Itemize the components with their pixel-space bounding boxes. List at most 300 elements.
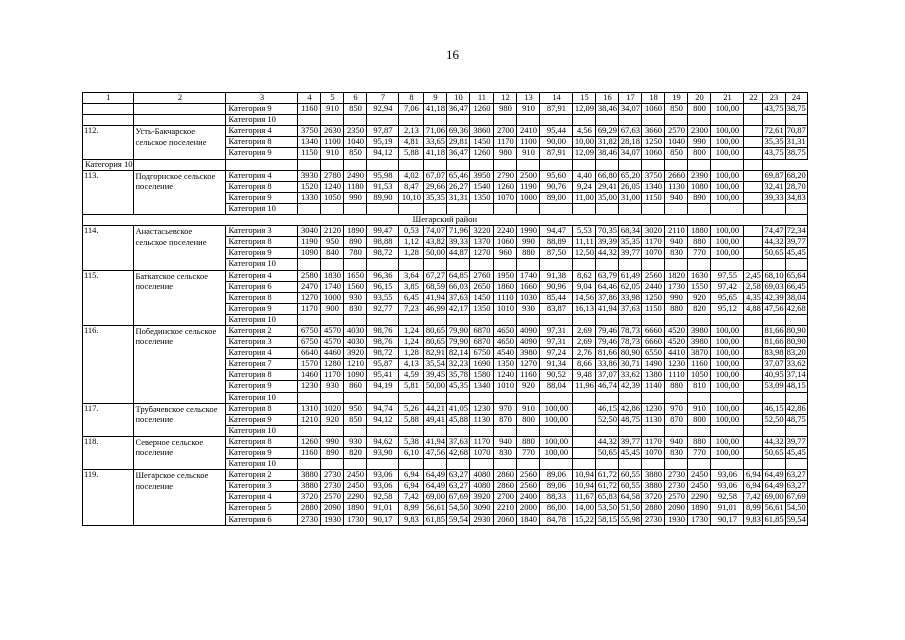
value-cell	[540, 115, 573, 126]
value-cell	[642, 459, 665, 470]
value-cell: 2860	[494, 470, 517, 481]
value-cell	[744, 403, 763, 414]
value-cell: 7,23	[399, 303, 424, 314]
value-cell: 66,45	[786, 281, 806, 291]
value-cell: 42,68	[786, 303, 806, 313]
value-cell: 6550	[642, 348, 665, 359]
value-cell: 820	[344, 448, 367, 459]
value-cell: 6750	[298, 337, 321, 348]
table-row	[83, 226, 808, 237]
category-label: Категория 2	[226, 325, 298, 336]
value-cell: 53,50	[597, 502, 618, 513]
value-cell	[642, 115, 665, 126]
header-cell: 8	[399, 93, 424, 104]
value-cell	[470, 459, 494, 470]
value-cell: 35,00	[597, 192, 618, 202]
value-cell	[517, 159, 540, 170]
header-cell: 19	[665, 93, 688, 104]
value-cell: 98,72	[367, 248, 399, 259]
value-cell: 96,15	[367, 281, 399, 292]
value-cell: 32,41	[764, 181, 784, 191]
header-cell: 9	[424, 93, 447, 104]
value-cell: 3040	[298, 226, 321, 237]
value-cell: 9,04	[573, 281, 596, 292]
value-cell: 2,69	[573, 337, 596, 348]
value-cell: 1040	[665, 137, 688, 148]
value-cell: 37,07	[597, 369, 618, 380]
value-cell: 6,94	[744, 481, 763, 492]
value-cell: 910	[688, 403, 711, 414]
value-cell: 94,74	[367, 403, 399, 414]
value-cell	[744, 237, 763, 248]
value-cell: 33,65	[425, 136, 446, 147]
header-cell: 3	[226, 93, 298, 104]
value-cell: 95,65	[711, 292, 744, 303]
category-label: Категория 10	[226, 392, 298, 403]
value-cell	[785, 392, 807, 403]
value-cell: 2560	[517, 481, 540, 492]
value-cell	[344, 392, 367, 403]
value-cell	[226, 159, 298, 170]
value-cell: 80,90	[786, 336, 806, 347]
value-cell: 41,94	[425, 436, 446, 446]
header-cell: 7	[367, 93, 399, 104]
value-cell: 72,34	[786, 225, 806, 236]
table-row	[83, 104, 808, 115]
value-cell: 81,66	[597, 347, 618, 358]
value-cell: 71,06	[425, 125, 446, 136]
value-cell: 91,01	[367, 503, 399, 514]
value-cell	[785, 425, 807, 436]
category-label: Категория 10	[226, 259, 298, 270]
value-cell	[321, 115, 344, 126]
value-cell: 7,06	[399, 104, 424, 115]
settlement-name: Анастасьевское сельское поселение	[134, 226, 226, 270]
value-cell: 100,00	[711, 381, 744, 392]
value-cell: 90,00	[540, 137, 573, 148]
value-cell: 2730	[321, 481, 344, 492]
value-cell: 10,94	[574, 469, 595, 480]
value-cell: 81,66	[764, 325, 784, 335]
value-cell: 100,00	[711, 181, 744, 192]
value-cell: 48,75	[620, 414, 641, 424]
value-cell: 2660	[665, 170, 688, 181]
value-cell: 34,83	[786, 192, 806, 202]
category-label: Категория 4	[226, 492, 298, 503]
category-label: Категория 6	[226, 514, 298, 525]
value-cell: 2570	[665, 492, 688, 503]
value-cell: 1830	[321, 270, 344, 281]
value-cell: 1170	[470, 436, 494, 447]
value-cell: 1730	[344, 514, 367, 525]
value-cell: 98,76	[367, 325, 399, 336]
settlement-name: Шегарское сельское поселение	[134, 470, 226, 525]
value-cell: 2120	[321, 226, 344, 237]
settlement-name: Трубачевское сельское поселение	[134, 403, 226, 436]
value-cell: 940	[494, 436, 517, 447]
value-cell: 2880	[642, 503, 665, 514]
header-cell: 2	[134, 93, 226, 104]
value-cell	[367, 392, 399, 403]
category-label: Категория 9	[226, 448, 298, 459]
value-cell	[596, 392, 619, 403]
header-cell: 18	[642, 93, 665, 104]
value-cell: 3880	[642, 470, 665, 481]
value-cell: 78,73	[620, 336, 641, 347]
value-cell: 97,31	[540, 325, 573, 336]
value-cell: 1520	[298, 181, 321, 192]
value-cell: 1050	[321, 192, 344, 203]
value-cell: 43,82	[425, 236, 446, 247]
value-cell	[447, 392, 470, 403]
value-cell: 2630	[321, 126, 344, 137]
value-cell	[517, 392, 540, 403]
value-cell: 1090	[344, 370, 367, 381]
value-cell: 61,72	[597, 469, 618, 480]
value-cell: 940	[665, 192, 688, 203]
value-cell	[744, 348, 763, 359]
value-cell: 850	[344, 148, 367, 159]
value-cell: 850	[344, 414, 367, 425]
value-cell: 29,41	[597, 181, 618, 191]
value-cell: 910	[321, 148, 344, 159]
value-cell: 1040	[344, 137, 367, 148]
value-cell	[688, 392, 711, 403]
value-cell: 54,50	[448, 502, 469, 513]
value-cell	[573, 159, 596, 170]
value-cell: 44,32	[597, 247, 618, 258]
value-cell	[619, 392, 642, 403]
value-cell: 1100	[517, 137, 540, 148]
value-cell: 90,76	[540, 181, 573, 192]
category-label: Категория 4	[226, 348, 298, 359]
value-cell: 1260	[470, 104, 494, 115]
table-row	[83, 170, 808, 181]
value-cell	[573, 414, 596, 425]
value-cell	[744, 325, 763, 336]
category-label: Категория 9	[226, 381, 298, 392]
value-cell: 12,09	[574, 147, 595, 158]
value-cell	[367, 159, 399, 170]
value-cell: 14,56	[574, 292, 595, 302]
value-cell: 8,47	[399, 181, 424, 192]
value-cell: 51,50	[620, 502, 641, 513]
value-cell: 880	[517, 436, 540, 447]
value-cell: 42,86	[620, 403, 641, 413]
value-cell: 1170	[321, 370, 344, 381]
value-cell: 950	[321, 237, 344, 248]
value-cell	[744, 370, 763, 381]
value-cell	[399, 203, 424, 214]
value-cell: 6,94	[399, 481, 424, 492]
value-cell: 1730	[665, 281, 688, 292]
empty-cell	[83, 104, 134, 115]
value-cell	[399, 314, 424, 325]
header-cell: 1	[83, 93, 134, 104]
value-cell: 2090	[321, 503, 344, 514]
settlement-number: 114.	[83, 226, 134, 270]
value-cell	[619, 425, 642, 436]
category-label: Категория 8	[226, 181, 298, 192]
value-cell: 810	[688, 381, 711, 392]
value-cell: 1210	[298, 414, 321, 425]
table-row	[83, 470, 808, 481]
value-cell: 100,00	[711, 237, 744, 248]
value-cell: 3980	[688, 337, 711, 348]
value-cell	[344, 314, 367, 325]
value-cell: 1580	[470, 370, 494, 381]
value-cell	[744, 115, 763, 126]
value-cell: 4520	[665, 325, 688, 336]
value-cell	[785, 259, 807, 270]
value-cell	[298, 314, 321, 325]
category-label: Категория 9	[226, 414, 298, 425]
value-cell: 31,82	[597, 136, 618, 147]
value-cell	[744, 137, 763, 148]
value-cell: 37,07	[764, 358, 784, 369]
value-cell: 54,50	[786, 502, 806, 513]
value-cell: 2470	[298, 281, 321, 292]
settlement-name: Баткатское сельское поселение	[134, 270, 226, 325]
value-cell: 100,00	[540, 403, 573, 414]
settlement-name: Северное сельское поселение	[134, 436, 226, 469]
value-cell: 100,00	[711, 414, 744, 425]
value-cell	[344, 115, 367, 126]
value-cell: 2450	[344, 481, 367, 492]
value-cell: 1060	[494, 237, 517, 248]
value-cell: 4540	[494, 348, 517, 359]
category-label: Категория 8	[226, 137, 298, 148]
value-cell: 49,41	[425, 414, 446, 424]
value-cell	[619, 159, 642, 170]
value-cell: 48,75	[786, 414, 806, 424]
value-cell: 890	[344, 237, 367, 248]
value-cell: 41,18	[425, 147, 446, 158]
value-cell: 95,12	[711, 303, 744, 314]
value-cell	[763, 203, 785, 214]
value-cell: 1030	[517, 292, 540, 303]
value-cell	[642, 392, 665, 403]
header-cell: 16	[596, 93, 619, 104]
value-cell: 1690	[470, 359, 494, 370]
value-cell	[494, 115, 517, 126]
value-cell	[298, 392, 321, 403]
value-cell: 930	[344, 292, 367, 303]
value-cell: 37,63	[448, 436, 469, 446]
value-cell: 80,90	[620, 347, 641, 358]
value-cell: 5,88	[399, 148, 424, 159]
value-cell: 98,72	[367, 348, 399, 359]
value-cell: 880	[665, 303, 688, 314]
value-cell: 5,88	[399, 414, 424, 425]
value-cell: 39,77	[620, 436, 641, 446]
value-cell: 26,27	[448, 181, 469, 191]
value-cell: 69,87	[764, 170, 784, 180]
value-cell: 8,99	[744, 503, 763, 514]
value-cell: 2350	[344, 126, 367, 137]
value-cell: 2240	[494, 226, 517, 237]
value-cell: 42,39	[764, 292, 784, 302]
category-label: Категория 3	[226, 481, 298, 492]
value-cell: 61,85	[764, 514, 784, 524]
value-cell: 39,33	[764, 192, 784, 202]
value-cell: 2210	[494, 503, 517, 514]
value-cell: 1380	[642, 370, 665, 381]
value-cell: 1130	[470, 414, 494, 425]
value-cell	[494, 314, 517, 325]
value-cell: 53,09	[764, 380, 784, 391]
value-cell	[540, 459, 573, 470]
value-cell: 55,98	[620, 514, 641, 524]
category-label: Категория 4	[226, 170, 298, 181]
value-cell	[321, 459, 344, 470]
value-cell: 67,69	[786, 491, 806, 502]
value-cell	[298, 425, 321, 436]
value-cell	[785, 115, 807, 126]
value-cell: 1130	[665, 181, 688, 192]
value-cell: 1350	[494, 359, 517, 370]
value-cell: 1070	[642, 248, 665, 259]
value-cell: 5,81	[399, 381, 424, 392]
value-cell: 1350	[470, 192, 494, 203]
value-cell: 100,00	[711, 104, 744, 115]
value-cell: 1240	[321, 181, 344, 192]
settlement-name: Усть-Бакчарское сельское поселение	[134, 126, 226, 159]
value-cell	[399, 159, 424, 170]
value-cell	[321, 259, 344, 270]
value-cell: 89,06	[540, 470, 573, 481]
value-cell: 97,87	[367, 126, 399, 137]
value-cell: 99,47	[367, 226, 399, 237]
value-cell: 94,47	[540, 226, 573, 237]
value-cell: 4,35	[744, 292, 763, 303]
value-cell: 1860	[494, 281, 517, 292]
value-cell: 3,85	[399, 281, 424, 292]
value-cell: 2780	[321, 170, 344, 181]
category-label: Категория 9	[226, 148, 298, 159]
value-cell: 71,96	[448, 225, 469, 236]
value-cell: 1270	[298, 292, 321, 303]
value-cell: 100,00	[711, 126, 744, 137]
value-cell: 29,81	[448, 136, 469, 147]
value-cell	[424, 159, 447, 170]
value-cell: 6660	[642, 325, 665, 336]
value-cell: 60,55	[620, 480, 641, 491]
value-cell: 11,00	[573, 192, 596, 203]
value-cell: 910	[517, 104, 540, 115]
value-cell	[596, 314, 619, 325]
value-cell	[298, 159, 321, 170]
value-cell: 96,36	[367, 270, 399, 281]
value-cell: 50,65	[764, 247, 784, 258]
value-cell	[744, 192, 763, 203]
value-cell: 28,70	[786, 181, 806, 191]
category-label: Категория 5	[226, 503, 298, 514]
value-cell	[494, 425, 517, 436]
header-cell: 5	[321, 93, 344, 104]
value-cell: 38,75	[786, 147, 806, 158]
value-cell: 970	[494, 403, 517, 414]
header-row	[83, 93, 808, 104]
value-cell: 1250	[642, 137, 665, 148]
header-cell: 23	[763, 93, 785, 104]
category-label: Категория 10	[226, 203, 298, 214]
value-cell: 1210	[344, 359, 367, 370]
value-cell: 7,42	[744, 492, 763, 503]
value-cell: 100,00	[711, 436, 744, 447]
value-cell: 38,75	[786, 103, 806, 114]
value-cell: 3880	[298, 470, 321, 481]
value-cell: 52,50	[764, 414, 784, 424]
value-cell	[298, 115, 321, 126]
value-cell: 2450	[688, 470, 711, 481]
settlement-number: 119.	[83, 470, 134, 525]
value-cell	[447, 259, 470, 270]
value-cell: 1060	[642, 148, 665, 159]
value-cell	[344, 159, 367, 170]
value-cell: 1170	[642, 237, 665, 248]
value-cell: 95,19	[367, 137, 399, 148]
value-cell: 64,49	[425, 480, 446, 491]
value-cell: 990	[321, 436, 344, 447]
value-cell: 1110	[665, 370, 688, 381]
value-cell: 15,22	[574, 514, 595, 524]
value-cell: 850	[344, 104, 367, 115]
value-cell	[744, 159, 763, 170]
value-cell: 65,20	[620, 170, 641, 180]
value-cell: 2490	[344, 170, 367, 181]
value-cell: 4,02	[399, 170, 424, 181]
value-cell	[470, 425, 494, 436]
value-cell	[665, 425, 688, 436]
header-cell: 14	[540, 93, 573, 104]
value-cell: 93,06	[711, 470, 744, 481]
value-cell: 960	[494, 248, 517, 259]
category-label: Категория 7	[226, 359, 298, 370]
value-cell: 47,56	[425, 447, 446, 457]
value-cell: 42,39	[620, 380, 641, 391]
value-cell	[573, 436, 596, 447]
value-cell	[424, 259, 447, 270]
value-cell: 44,32	[597, 436, 618, 446]
value-cell: 3860	[470, 126, 494, 137]
value-cell	[540, 314, 573, 325]
value-cell: 88,33	[540, 492, 573, 503]
value-cell	[517, 203, 540, 214]
value-cell: 5,26	[399, 403, 424, 414]
value-cell: 800	[688, 148, 711, 159]
value-cell: 46,74	[597, 380, 618, 391]
category-label: Категория 8	[226, 403, 298, 414]
value-cell: 1070	[642, 448, 665, 459]
value-cell: 41,18	[425, 103, 446, 114]
value-cell: 1450	[470, 137, 494, 148]
value-cell: 1,24	[399, 337, 424, 348]
value-cell: 920	[688, 292, 711, 303]
value-cell: 1010	[494, 303, 517, 314]
value-cell: 1880	[688, 226, 711, 237]
value-cell: 1270	[470, 248, 494, 259]
value-cell: 100,00	[711, 192, 744, 203]
value-cell: 28,18	[620, 136, 641, 147]
value-cell: 80,65	[425, 336, 446, 347]
value-cell	[619, 314, 642, 325]
value-cell: 38,46	[597, 147, 618, 158]
value-cell: 69,00	[764, 491, 784, 502]
value-cell: 2700	[494, 126, 517, 137]
value-cell: 91,53	[367, 181, 399, 192]
value-cell: 910	[517, 148, 540, 159]
